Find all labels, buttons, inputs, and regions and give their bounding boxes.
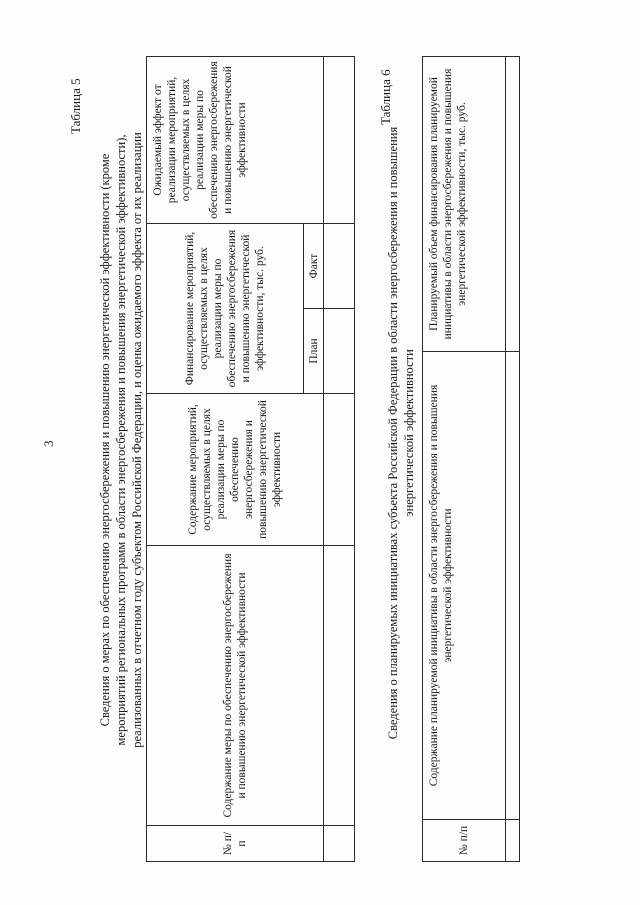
table6-header-num: № п/п [423,820,506,862]
table6-title-line-2: энергетической эффективности [402,349,416,517]
table-row [506,57,520,862]
table5-cell-empty [324,826,355,862]
table5-title-line-3: реализованных в отчетном году субъектом Российской Федерации, и оценка ожидаемого эффекта от их реализации [130,132,144,748]
table5-cell-empty [324,56,355,223]
table6-header-initiative: Содержание планируемой инициативы в области энергосбережения и повышения энергетической эффективности [423,352,506,820]
table5-title-line-1: Сведения о мерах по обеспечению энергосбережения и повышению энергетической эффективности (кроме [98,153,112,727]
table6-label: Таблица 6 [378,69,393,125]
table5-header-num: № п/п [147,826,324,862]
table5-header-effect: Ожидаемый эффект от реализации мероприятий, осуществляемых в целях реализации меры по обеспечению энергосбережения и повышению энергетической эффективности [147,56,324,223]
table6 [422,56,520,862]
table5-cell-empty [324,223,355,308]
table5-header-activities: Содержание мероприятий, осуществляемых в целях реализации меры по обеспечению энергосбережения и повышению энергетической эффективности [147,394,324,546]
table5-header-measure: Содержание меры по обеспечению энергосбережения и повышению энергетической эффективности [147,546,324,826]
table5-cell-empty [324,309,355,394]
table6-title-line-1: Сведения о планируемых инициативах субъекта Российской Федерации в области энергосбережения и повышения [386,126,400,740]
table5-title [97,80,145,800]
table5-header-fact: Факт [304,223,324,308]
table5-cell-empty [324,546,355,826]
table5-header-row [147,56,304,861]
table5-header-plan: План [304,309,324,394]
table6-cell-empty [506,820,520,862]
page-number: 3 [41,440,56,447]
table5-cell-empty [324,394,355,546]
table6-header-row [423,57,506,862]
table5-header-financing: Финансирование мероприятий, осуществляемых в целях реализации меры по обеспечению энергосбережения и повышению энергетической эффективности, тыс. руб. [147,223,304,393]
table-row [324,56,355,861]
table6-cell-empty [506,352,520,820]
table6-title [385,48,417,818]
table6-header-funding: Планируемый объем финансирования планируемой инициативы в области энергосбережения и повышения энергетической эффективности, тыс. руб. [423,57,506,352]
table5 [146,56,355,862]
table5-wrapper [146,56,355,862]
table6-cell-empty [506,57,520,352]
table5-label: Таблица 5 [68,78,83,134]
table6-wrapper [422,56,520,862]
table5-title-line-2: мероприятий региональных программ в области энергосбережения и повышения энергетической эффективности), [114,134,128,746]
